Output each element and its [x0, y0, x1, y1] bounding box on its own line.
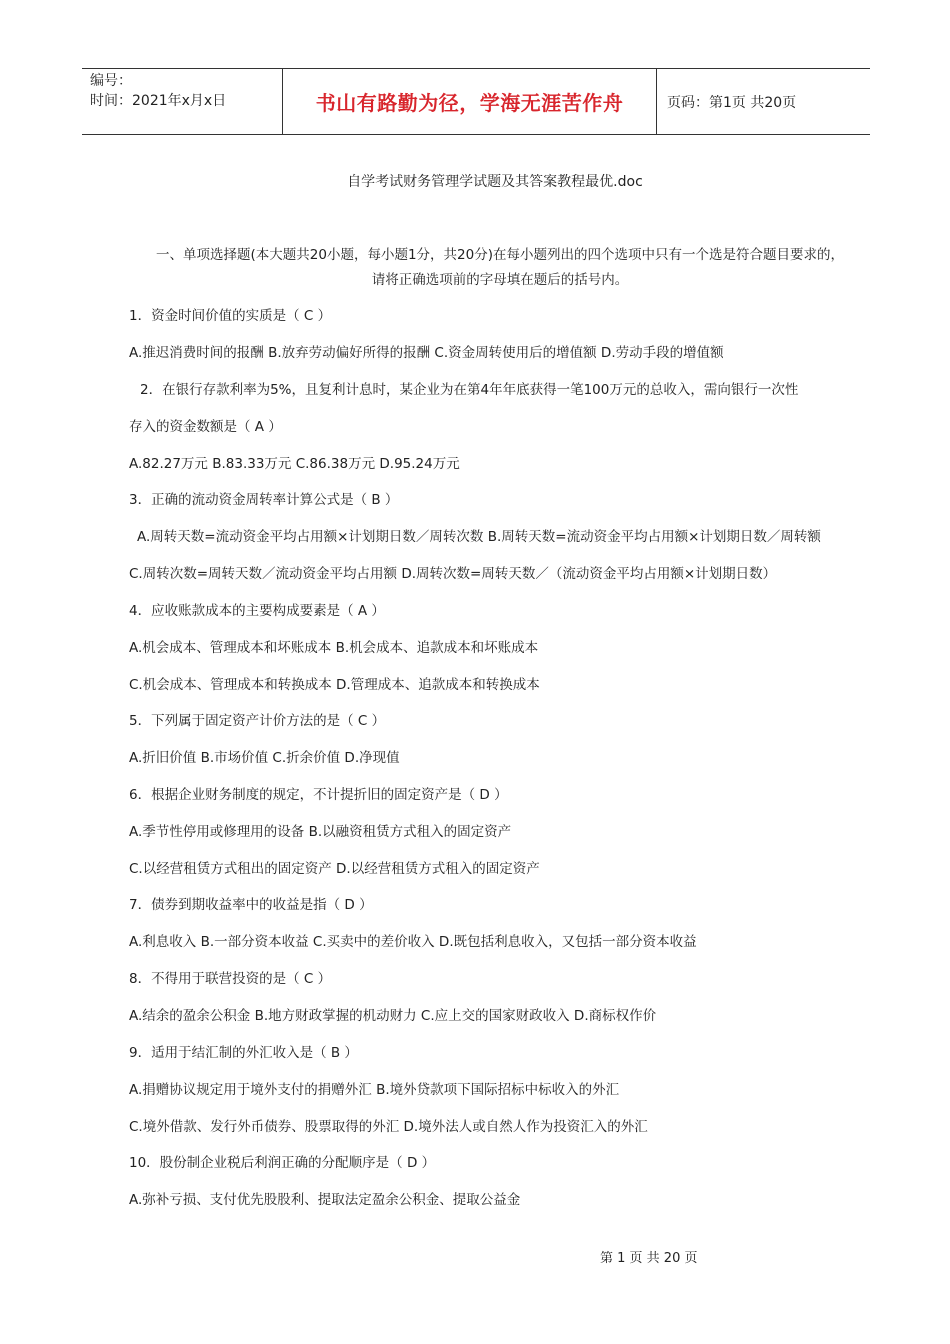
question-line: C.周转次数=周转天数／流动资金平均占用额 D.周转次数=周转天数／（流动资金平均占用额×计划期日数）	[129, 566, 777, 582]
number-label: 编号：	[90, 73, 132, 89]
motto: 书山有路勤为径，学海无涯苦作舟	[282, 69, 657, 134]
question-line: A.季节性停用或修理用的设备 B.以融资租赁方式租入的固定资产	[129, 824, 512, 840]
question-line: C.境外借款、发行外币债券、股票取得的外汇 D.境外法人或自然人作为投资汇入的外汇	[129, 1119, 648, 1135]
question-line: 10．股份制企业税后利润正确的分配顺序是（ D ）	[129, 1155, 436, 1171]
document-title: 自学考试财务管理学试题及其答案教程最优.doc	[347, 174, 643, 190]
question-line: A.机会成本、管理成本和坏账成本 B.机会成本、追款成本和坏账成本	[129, 640, 539, 656]
question-line: 2．在银行存款利率为5%，且复利计息时，某企业为在第4年年底获得一笔100万元的总收入，需向银行一次性	[140, 382, 799, 398]
question-line: A.折旧价值 B.市场价值 C.折余价值 D.净现值	[129, 750, 400, 766]
question-line: A.结余的盈余公积金 B.地方财政掌握的机动财力 C.应上交的国家财政收入 D.商标权作价	[129, 1008, 657, 1024]
question-line: 存入的资金数额是（ A ）	[129, 419, 282, 435]
question-line: A.82.27万元 B.83.33万元 C.86.38万元 D.95.24万元	[129, 456, 460, 472]
question-line: A.弥补亏损、支付优先股股利、提取法定盈余公积金、提取公益金	[129, 1192, 521, 1208]
question-line: 6．根据企业财务制度的规定，不计提折旧的固定资产是（ D ）	[129, 787, 508, 803]
question-line: 5．下列属于固定资产计价方法的是（ C ）	[129, 713, 386, 729]
question-line: A.捐赠协议规定用于境外支付的捐赠外汇 B.境外贷款项下国际招标中标收入的外汇	[129, 1082, 620, 1098]
question-line: C.机会成本、管理成本和转换成本 D.管理成本、追款成本和转换成本	[129, 677, 540, 693]
question-line: 7．债券到期收益率中的收益是指（ D ）	[129, 897, 373, 913]
question-line: 1．资金时间价值的实质是（ C ）	[129, 308, 332, 324]
section-heading	[120, 243, 880, 293]
question-line: C.以经营租赁方式租出的固定资产 D.以经营租赁方式租入的固定资产	[129, 861, 540, 877]
question-line: A.周转天数=流动资金平均占用额×计划期日数／周转次数 B.周转天数=流动资金平均占用额×计划期日数／周转额	[137, 529, 821, 545]
question-line: 3．正确的流动资金周转率计算公式是（ B ）	[129, 492, 399, 508]
question-line: A.推迟消费时间的报酬 B.放弃劳动偏好所得的报酬 C.资金周转使用后的增值额 D.劳动手段的增值额	[129, 345, 724, 361]
question-line: A.利息收入 B.一部分资本收益 C.买卖中的差价收入 D.既包括利息收入，又包括一部分资本收益	[129, 934, 697, 950]
page-footer: 第 1 页 共 20 页	[600, 1251, 698, 1266]
time-label: 时间：2021年x月x日	[90, 93, 227, 109]
section-line-1: 一、单项选择题(本大题共20小题，每小题1分，共20分)在每小题列出的四个选项中只有一个选是符合题目要求的，	[156, 247, 844, 263]
question-line: 9．适用于结汇制的外汇收入是（ B ）	[129, 1045, 358, 1061]
page-info: 页码：第1页 共20页	[667, 94, 797, 111]
question-line: 4．应收账款成本的主要构成要素是（ A ）	[129, 603, 385, 619]
section-line-2: 请将正确选项前的字母填在题后的括号内。	[371, 272, 629, 288]
document-header	[82, 68, 870, 135]
question-line: 8．不得用于联营投资的是（ C ）	[129, 971, 332, 987]
header-info	[82, 69, 282, 134]
